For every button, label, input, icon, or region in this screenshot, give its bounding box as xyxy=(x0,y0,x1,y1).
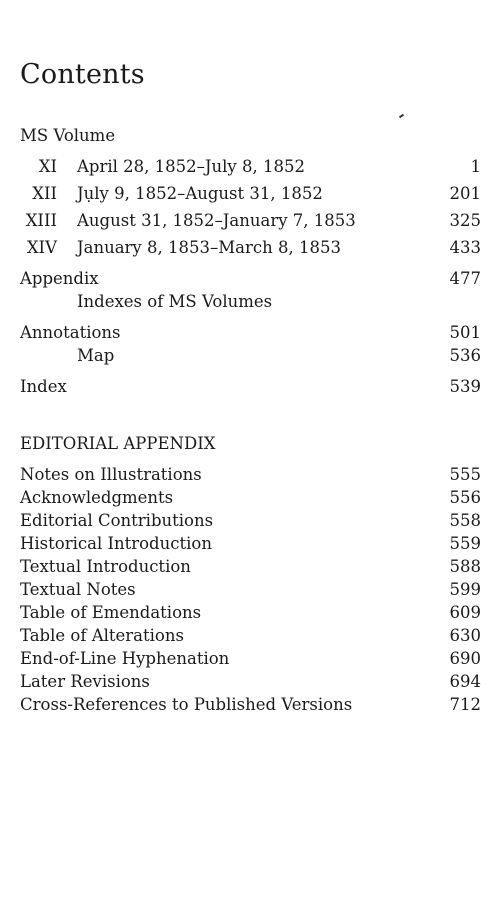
volume-numeral: XIV xyxy=(26,238,57,257)
toc-entry-end-of-line-hyphenation[interactable] xyxy=(20,647,481,670)
toc-entry-table-of-alterations[interactable] xyxy=(20,624,481,647)
subentry-title: Map xyxy=(77,346,115,365)
entry-title: Acknowledgments xyxy=(20,488,174,507)
toc-entry-volume-xii[interactable] xyxy=(20,182,481,205)
toc-subentry-map[interactable] xyxy=(20,344,481,367)
entry-page: 694 xyxy=(449,672,481,691)
entry-title: Later Revisions xyxy=(20,672,150,691)
toc-entry-cross-references[interactable] xyxy=(20,693,481,716)
subentry-page: 536 xyxy=(449,346,481,365)
entry-title: January 8, 1853–March 8, 1853 xyxy=(77,238,341,257)
toc-entry-textual-introduction[interactable] xyxy=(20,555,481,578)
entry-title: Textual Notes xyxy=(20,580,136,599)
toc-entry-appendix[interactable] xyxy=(20,267,481,290)
entry-title: Editorial Contributions xyxy=(20,511,214,530)
entry-page: 1 xyxy=(470,157,481,176)
entry-page: 477 xyxy=(449,269,481,288)
entry-title: Jụly 9, 1852–August 31, 1852 xyxy=(77,184,323,203)
entry-title: Index xyxy=(20,377,67,396)
entry-page: 630 xyxy=(449,626,481,645)
entry-page: 555 xyxy=(449,465,481,484)
section-heading: EDITORIAL APPENDIX xyxy=(20,434,216,453)
entry-page: 501 xyxy=(449,323,481,342)
entry-page: 558 xyxy=(449,511,481,530)
toc-entry-notes-on-illustrations[interactable] xyxy=(20,463,481,486)
entry-page: 433 xyxy=(449,238,481,257)
toc-entry-editorial-contributions[interactable] xyxy=(20,509,481,532)
entry-title: April 28, 1852–July 8, 1852 xyxy=(77,157,305,176)
section-heading: MS Volume xyxy=(20,126,116,145)
entry-title: August 31, 1852–January 7, 1853 xyxy=(77,211,356,230)
volume-numeral: XIII xyxy=(25,211,57,230)
entry-page: 588 xyxy=(449,557,481,576)
entry-page: 556 xyxy=(449,488,481,507)
entry-page: 599 xyxy=(449,580,481,599)
stray-mark xyxy=(399,114,404,119)
toc-entry-volume-xiv[interactable] xyxy=(20,236,481,259)
entry-title: End-of-Line Hyphenation xyxy=(20,649,230,668)
toc-entry-volume-xi[interactable] xyxy=(20,155,481,178)
entry-title: Annotations xyxy=(20,323,121,342)
entry-page: 539 xyxy=(449,377,481,396)
toc-entry-annotations[interactable] xyxy=(20,321,481,344)
entry-title: Table of Emendations xyxy=(20,603,202,622)
volume-numeral: XI xyxy=(38,157,57,176)
page-title: Contents xyxy=(20,59,145,90)
entry-page: 201 xyxy=(449,184,481,203)
entry-title: Notes on Illustrations xyxy=(20,465,202,484)
toc-entry-textual-notes[interactable] xyxy=(20,578,481,601)
entry-title: Cross-References to Published Versions xyxy=(20,695,353,714)
entry-title: Textual Introduction xyxy=(20,557,191,576)
subentry-title: Indexes of MS Volumes xyxy=(77,292,273,311)
editorial-appendix-heading xyxy=(20,432,481,455)
toc-entry-later-revisions[interactable] xyxy=(20,670,481,693)
entry-title: Historical Introduction xyxy=(20,534,212,553)
toc-subentry-indexes[interactable] xyxy=(20,290,481,313)
toc-entry-historical-introduction[interactable] xyxy=(20,532,481,555)
entry-title: Appendix xyxy=(20,269,99,288)
entry-page: 609 xyxy=(449,603,481,622)
toc-entry-table-of-emendations[interactable] xyxy=(20,601,481,624)
entry-page: 712 xyxy=(449,695,481,714)
toc-entry-index[interactable] xyxy=(20,375,481,398)
toc-entry-acknowledgments[interactable] xyxy=(20,486,481,509)
ms-volume-heading xyxy=(20,124,481,147)
toc-entry-volume-xiii[interactable] xyxy=(20,209,481,232)
volume-numeral: XII xyxy=(32,184,57,203)
entry-page: 325 xyxy=(449,211,481,230)
entry-title: Table of Alterations xyxy=(20,626,184,645)
entry-page: 690 xyxy=(449,649,481,668)
entry-page: 559 xyxy=(449,534,481,553)
